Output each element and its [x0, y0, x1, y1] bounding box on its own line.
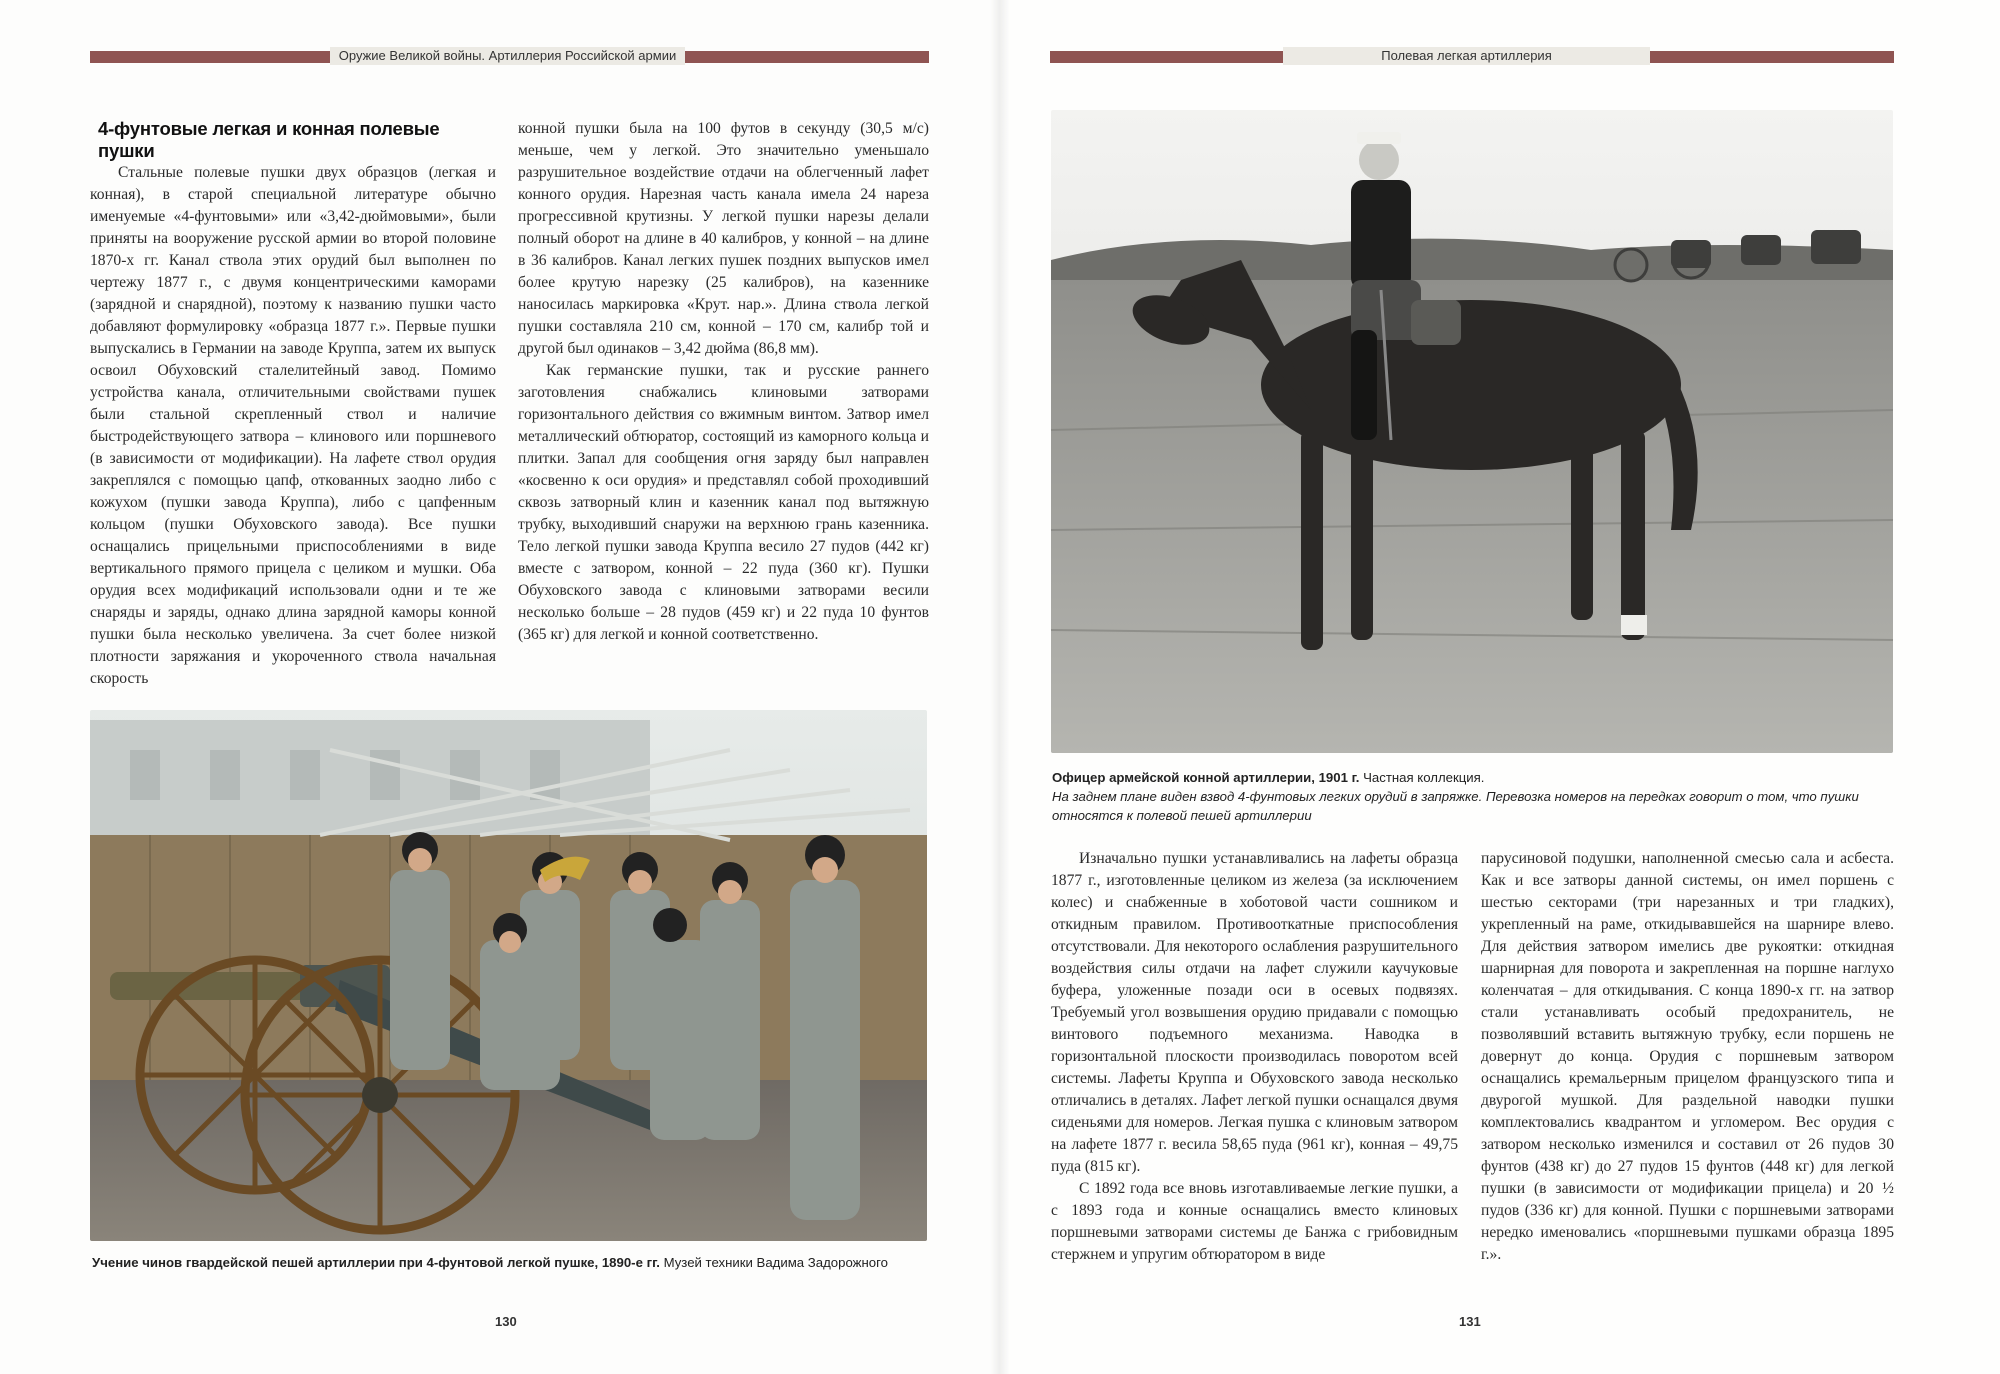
cannon-crew-photo — [90, 710, 927, 1241]
section-heading: 4-фунтовые легкая и конная полевые пушки — [98, 118, 440, 161]
officer-horse-photo — [1051, 110, 1893, 753]
caption-note: На заднем плане виден взвод 4-фунтовых легких орудий в запряжке. Перевозка номеров на передках говорит о том, что пушки относятся к полевой пешей артиллерии — [1052, 789, 1859, 823]
paragraph: конной пушки была на 100 футов в секунду (30,5 м/с) меньше, чем у легкой. Это значительно уменьшало разрушительное воздействие отдачи на облегченный лафет конного орудия. Нарезная часть канала имела 24 нареза прогрессивной крутизны. У легкой пушки нарезы делали полный оборот на длине в 40 калибров, у конной – на длине в 36 калибров. Канал легких пушек поздних выпусков имел более крутую нарезку (25 калибров), на казеннике наносилась маркировка «Крут. нар.». Длина ствола легкой пушки составляла 210 см, конной – 170 см, калибр той и другой был одинаков – 3,42 дюйма (86,8 мм). — [518, 120, 929, 357]
caption-title: Учение чинов гвардейской пешей артиллерии при 4-фунтовой легкой пушке, 1890-е гг. — [92, 1255, 660, 1270]
paragraph: Как германские пушки, так и русские раннего заготовления снабжались клиновыми затворами горизонтального действия со вжимным винтом. Затвор имел металлический обтюратор, состоящий из каморного кольца и плитки. Запал для сообщения огня заряду был направлен «косвенно к оси орудия» и представлял собой проходивший сквозь затворный клин и казенник канал под вытяжную трубку, выходивший снаружи на верхнюю грань казенника. Тело легкой пушки завода Круппа весило 27 пудов (442 кг) вместе с затвором, конной – 22 пуда (360 кг). Пушки Обуховского завода с клиновыми затворами весили несколько больше – 28 пудов (459 кг) и 22 пуда 10 фунтов (365 кг) для легкой и конной соответственно. — [518, 362, 929, 643]
right-column-1 — [1051, 848, 1458, 1266]
running-head-bar-left — [1050, 51, 1283, 63]
running-head-bar-left — [90, 51, 330, 63]
paragraph: С 1892 года все вновь изготавливаемые легкие пушки, а с 1893 года и конные оснащались вместо клиновых поршневыми затворами системы де Банжа с грибовидным стержнем и упругим обтюратором в виде — [1051, 1180, 1458, 1263]
cannon-photo-illustration — [90, 710, 927, 1241]
running-head-right: Полевая легкая артиллерия — [1283, 47, 1650, 65]
left-column-2 — [518, 118, 929, 646]
running-head-bar-right — [1650, 51, 1894, 63]
left-column-1 — [90, 162, 496, 690]
cannon-photo-caption — [92, 1253, 932, 1272]
right-page — [1000, 0, 2000, 1374]
officer-photo-illustration — [1051, 110, 1893, 753]
paragraph: парусиновой подушки, наполненной смесью сала и асбеста. Как и все затворы данной системы, он имел поршень с шестью секторами (три нарезанных и три гладких), укрепленный на раме, откидывавшейся на шарнире влево. Для действия затвором имелись две рукоятки: откидная шарнирная для поворота и закрепленная на поршне наглухо коленчатая – для откидывания. С конца 1890-х гг. на затвор стали устанавливать особый предохранитель, не позволявший вставить вытяжную трубку, если поршень не довернут до конца. Орудия с поршневым затвором оснащались кремальерным прицелом французского типа и двурогой мушкой. Для раздельной наводки пушки комплектовались квадрантом и угломером. Вес орудия с затвором несколько изменился и составил от 26 пудов 30 фунтов (438 кг) до 27 пудов 15 фунтов (448 кг) для легкой пушки (в зависимости от модификации прицела) и 20 ½ пудов (336 кг) для конной. Пушки с поршневыми затворами нередко именовались «поршневыми пушками образца 1895 г.». — [1481, 850, 1894, 1263]
officer-photo-caption — [1052, 768, 1897, 825]
page-number-right: 131 — [1459, 1314, 1481, 1329]
running-head-left: Оружие Великой войны. Артиллерия Российской армии — [330, 47, 685, 65]
right-column-2 — [1481, 848, 1894, 1266]
paragraph: Изначально пушки устанавливались на лафеты образца 1877 г., изготовленные целиком из железа (за исключением колес) и снабженные в хоботовой части сошником и откидным правилом. Противооткатные приспособления отсутствовали. Для некоторого ослабления разрушительного воздействия силы отдачи на лафет служили каучуковые буфера, уложенные позади оси в осевых подвязях. Требуемый угол возвышения орудию придавали с помощью винтового подъемного механизма. Наводка в горизонтальной плоскости производилась поворотом всей системы. Лафеты Круппа и Обуховского завода несколько отличались в деталях. Лафет легкой пушки оснащался двумя сиденьями для номеров. Легкая пушка с клиновым затвором на лафете 1877 г. весила 58,65 пуда (961 кг), конная – 49,75 пуда (815 кг). — [1051, 850, 1458, 1175]
page-number-left: 130 — [495, 1314, 517, 1329]
caption-source: Музей техники Вадима Задорожного — [659, 1255, 888, 1270]
book-gutter — [990, 0, 1010, 1374]
caption-title: Офицер армейской конной артиллерии, 1901 г. — [1052, 770, 1360, 785]
paragraph: Стальные полевые пушки двух образцов (легкая и конная), в старой специальной литературе обычно именуемые «4-фунтовыми» или «3,42-дюймовыми», были приняты на вооружение русской армии во второй половине 1870-х гг. Канал ствола этих орудий был выполнен по чертежу 1877 г., с двумя концентрическими каморами (зарядной и снарядной), поэтому к названию пушки часто добавляют формулировку «образца 1877 г.». Первые пушки выпускались в Германии на заводе Круппа, затем их выпуск освоил Обуховский сталелитейный завод. Помимо устройства канала, отличительными свойствами пушек были стальной скрепленный ствол и наличие быстродействующего затвора – клинового или поршневого (в зависимости от модификации). На лафете ствол орудия закреплялся с помощью цапф, откованных заодно либо с кожухом (пушки завода Круппа), либо с цапфенным кольцом (пушки Обуховского завода). Все пушки оснащались прицельными приспособлениями в виде вертикального прямого прицела с целиком и мушки. Оба орудия всех модификаций использовали одни и те же снаряды и заряды, однако длина зарядной каморы конной пушки была несколько увеличена. За счет более низкой плотности заряжания и укороченного ствола начальная скорость — [90, 164, 496, 687]
running-head-bar-right — [685, 51, 929, 63]
caption-source: Частная коллекция. — [1359, 770, 1485, 785]
